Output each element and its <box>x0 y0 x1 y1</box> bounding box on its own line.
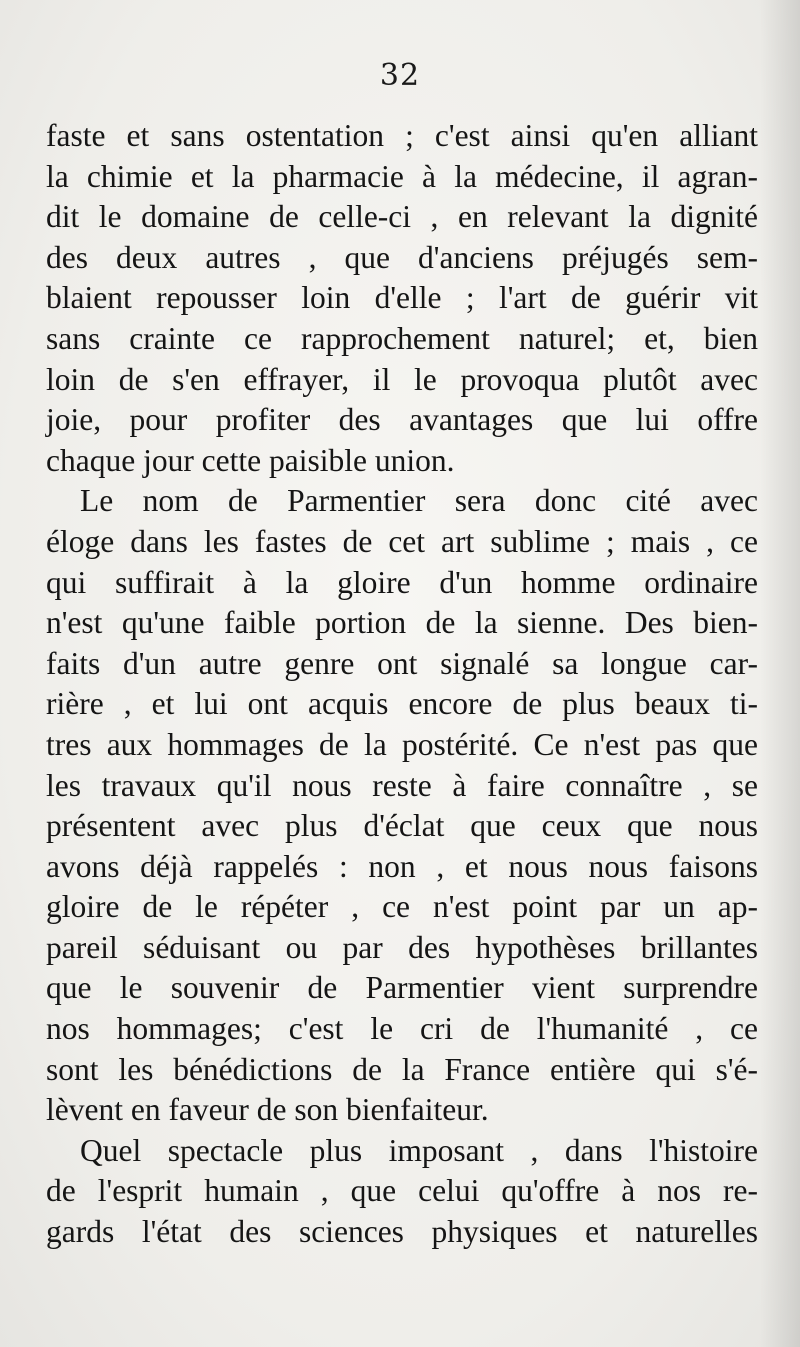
text-line: tres aux hommages de la postérité. Ce n'est pas que <box>46 726 758 762</box>
text-line: de l'esprit humain , que celui qu'offre à nos re- <box>46 1173 758 1209</box>
text-line: lèvent en faveur de son bienfaiteur. <box>46 1092 489 1128</box>
page-edge-shadow <box>760 0 800 1347</box>
text-line: que le souvenir de Parmentier vient surprendre <box>46 970 758 1006</box>
text-line: rière , et lui ont acquis encore de plus beaux ti- <box>46 686 758 722</box>
text-line: présentent avec plus d'éclat que ceux que nous <box>46 808 758 844</box>
text-line: loin de s'en effrayer, il le provoqua plutôt avec <box>46 361 758 397</box>
text-line: chaque jour cette paisible union. <box>46 442 455 478</box>
paragraph <box>46 116 758 481</box>
text-line: qui suffirait à la gloire d'un homme ordinaire <box>46 564 758 600</box>
text-line: pareil séduisant ou par des hypothèses brillantes <box>46 929 758 965</box>
text-line: la chimie et la pharmacie à la médecine, il agran- <box>46 158 758 194</box>
text-line: des deux autres , que d'anciens préjugés sem- <box>46 239 758 275</box>
text-line: joie, pour profiter des avantages que lui offre <box>46 402 758 438</box>
text-line: Quel spectacle plus imposant , dans l'histoire <box>80 1132 758 1168</box>
text-line: gloire de le répéter , ce n'est point par un ap- <box>46 889 758 925</box>
text-line: blaient repousser loin d'elle ; l'art de guérir vit <box>46 280 758 316</box>
body-text <box>46 116 758 1253</box>
text-line: faste et sans ostentation ; c'est ainsi qu'en alliant <box>46 118 758 153</box>
page-number: 32 <box>379 58 421 93</box>
paragraph <box>46 481 758 1131</box>
text-line: nos hommages; c'est le cri de l'humanité , ce <box>46 1011 758 1047</box>
text-line: faits d'un autre genre ont signalé sa longue car- <box>46 645 758 681</box>
text-line: dit le domaine de celle-ci , en relevant la dignité <box>46 199 758 235</box>
text-line: les travaux qu'il nous reste à faire connaître , se <box>46 767 758 803</box>
paragraph <box>46 1131 758 1253</box>
text-line: éloge dans les fastes de cet art sublime ; mais , ce <box>46 523 758 559</box>
text-line: gards l'état des sciences physiques et naturelles <box>46 1214 758 1250</box>
text-line: avons déjà rappelés : non , et nous nous faisons <box>46 848 758 884</box>
text-line: Le nom de Parmentier sera donc cité avec <box>80 483 758 519</box>
text-line: sans crainte ce rapprochement naturel; et, bien <box>46 320 758 356</box>
text-line: n'est qu'une faible portion de la sienne. Des bien- <box>46 605 758 641</box>
text-line: sont les bénédictions de la France entière qui s'é- <box>46 1051 758 1087</box>
